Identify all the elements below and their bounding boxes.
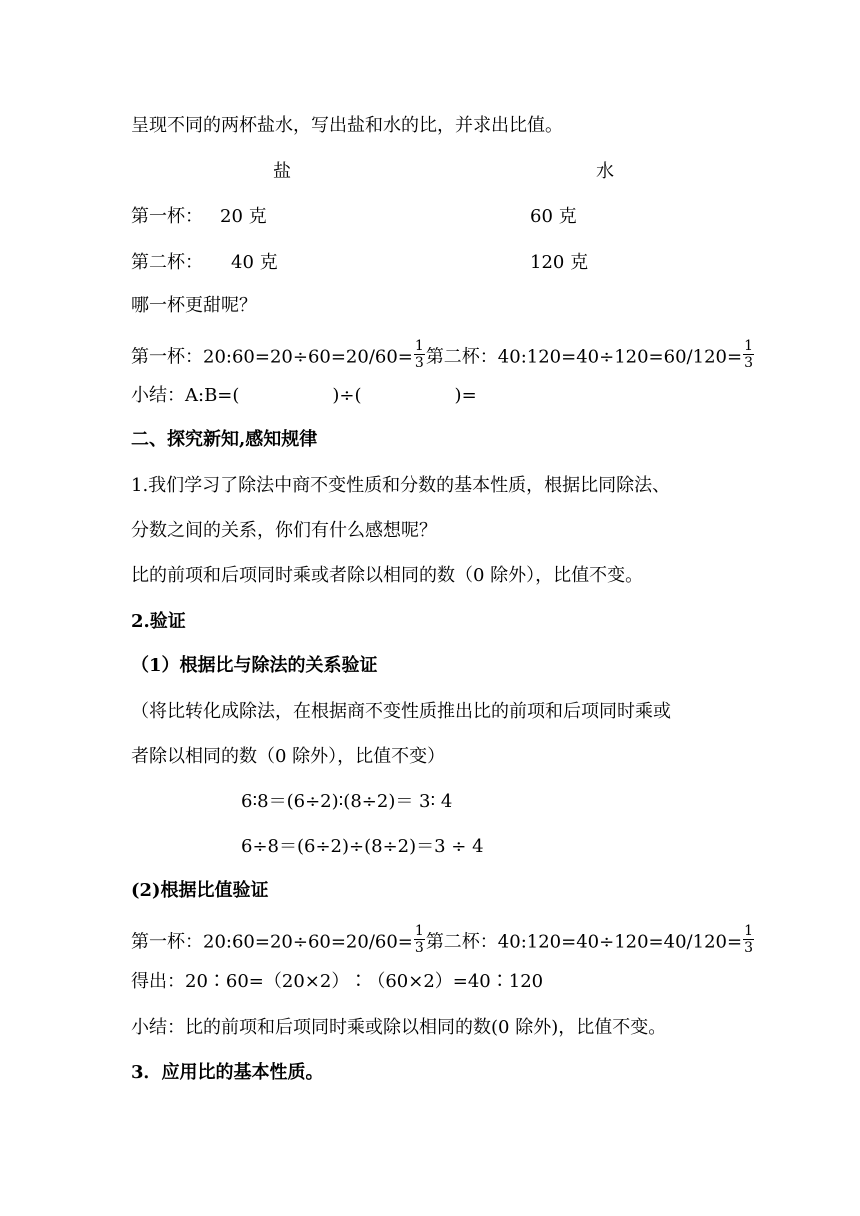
sub1-heading: （1）根据比与除法的关系验证 (131, 655, 378, 676)
calc1-cup2-expr: 第二杯：40:120=40÷120=60/120= (425, 346, 743, 368)
sub2-heading: (2)根据比值验证 (131, 880, 269, 901)
section-2-heading: 二、探究新知,感知规律 (131, 429, 318, 450)
conclusion-text: 比的前项和后项同时乘或者除以相同的数（0 除外），比值不变。 (131, 565, 644, 586)
fraction-one-third (743, 924, 754, 955)
fraction-denominator: 3 (744, 355, 753, 371)
calc-line-2 (131, 923, 755, 958)
summary-text: 小结：比的前项和后项同时乘或除以相同的数(0 除外)，比值不变。 (131, 1017, 667, 1038)
cup2-label: 第二杯： (131, 252, 203, 273)
question-text: 哪一杯更甜呢？ (131, 295, 257, 316)
calc2-cup2-expr: 第二杯：40:120=40÷120=40/120= (425, 931, 743, 953)
item1-line2: 分数之间的关系，你们有什么感想呢？ (131, 520, 437, 541)
fraction-one-third (743, 339, 754, 370)
cup1-water: 60 克 (530, 206, 577, 227)
fraction-numerator: 1 (744, 923, 753, 939)
derivation-text: 得出：20∶60=（20×2）∶（60×2）=40∶120 (131, 971, 544, 992)
equation-ratio: 6∶8＝(6÷2)∶(8÷2)＝ 3∶ 4 (241, 791, 453, 812)
item1-line1: 1.我们学习了除法中商不变性质和分数的基本性质，根据比同除法、 (131, 475, 671, 496)
fraction-numerator: 1 (414, 338, 424, 354)
fraction-denominator: 3 (744, 940, 753, 956)
summary-start: 小结：A:B=( (131, 385, 240, 406)
fraction-one-third (414, 924, 425, 955)
cup2-salt: 40 克 (231, 252, 278, 273)
water-header: 水 (596, 161, 614, 182)
item3-heading: 3．应用比的基本性质。 (131, 1062, 324, 1083)
cup1-label: 第一杯： (131, 206, 203, 227)
sub1-text-line2: 者除以相同的数（0 除外），比值不变） (131, 746, 446, 767)
summary-formula (131, 387, 477, 405)
calc2-cup1-expr: 第一杯：20:60=20÷60=20/60= (131, 931, 413, 953)
fraction-one-third (414, 339, 425, 370)
fraction-numerator: 1 (414, 923, 424, 939)
intro-text: 呈现不同的两杯盐水，写出盐和水的比，并求出比值。 (131, 115, 563, 136)
fraction-denominator: 3 (414, 940, 424, 956)
calc-line-1 (131, 338, 755, 373)
summary-mid: )÷( (332, 385, 362, 406)
summary-end: )= (454, 385, 477, 406)
calc1-cup1-expr: 第一杯：20:60=20÷60=20/60= (131, 346, 413, 368)
cup1-salt: 20 克 (220, 206, 267, 227)
salt-header: 盐 (273, 161, 291, 182)
item2-heading: 2.验证 (131, 611, 186, 632)
fraction-numerator: 1 (744, 338, 753, 354)
sub1-text-line1: （将比转化成除法，在根据商不变性质推出比的前项和后项同时乘或 (131, 701, 671, 722)
equation-division: 6÷8＝(6÷2)÷(8÷2)＝3 ÷ 4 (241, 836, 484, 857)
cup2-water: 120 克 (530, 252, 589, 273)
fraction-denominator: 3 (414, 355, 424, 371)
